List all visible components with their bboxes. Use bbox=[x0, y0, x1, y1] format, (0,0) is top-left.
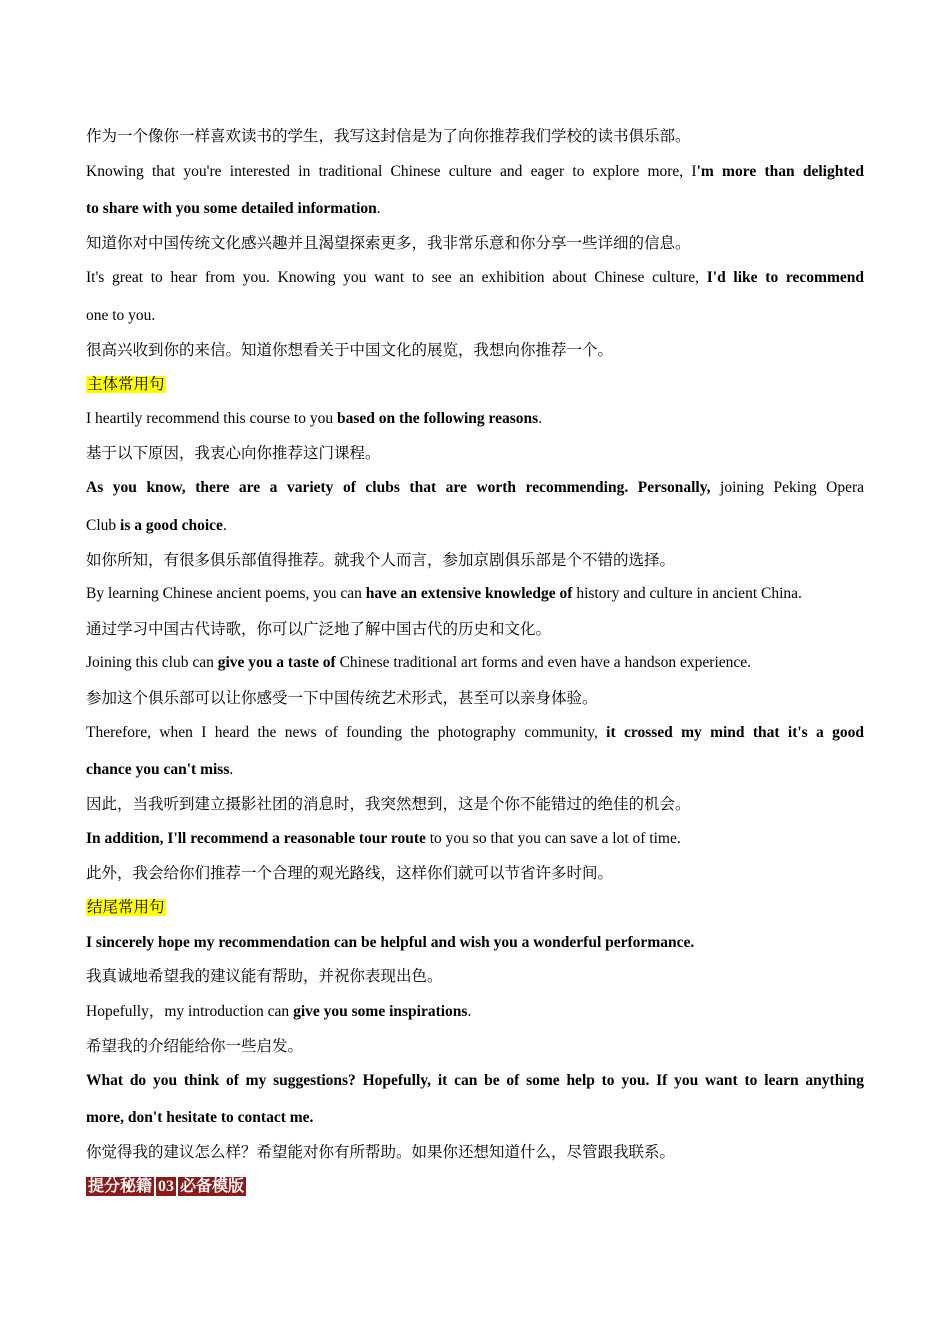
text-line bbox=[86, 306, 864, 326]
bold-phrase: to share with you some detailed information bbox=[86, 200, 377, 217]
text-segment: 希望我的介绍能给你一些启发。 bbox=[86, 1038, 304, 1055]
text-line bbox=[86, 1071, 864, 1091]
text-line bbox=[86, 795, 864, 815]
text-segment: I heartily recommend this course to you bbox=[86, 410, 337, 427]
banner-part-3: 必备模版 bbox=[180, 1178, 245, 1195]
bold-phrase: give you a taste of bbox=[217, 654, 336, 671]
bold-phrase: chance you can't miss bbox=[86, 761, 230, 778]
text-line bbox=[86, 478, 864, 498]
text-line bbox=[86, 234, 864, 254]
text-segment: 此外，我会给你们推荐一个合理的观光路线，这样你们就可以节省许多时间。 bbox=[86, 865, 614, 882]
text-line bbox=[86, 689, 864, 709]
text-segment: joining Peking Opera bbox=[710, 479, 864, 496]
text-segment: It's great to hear from you. Knowing you want to see an exhibition about Chinese culture, bbox=[86, 269, 707, 286]
text-line bbox=[86, 444, 864, 464]
text-segment: 知道你对中国传统文化感兴趣并且渴望探索更多，我非常乐意和你分享一些详细的信息。 bbox=[86, 235, 691, 252]
bold-phrase: What do you think of my suggestions? Hopefully, it can be of some help to you. If you want to learn anything bbox=[86, 1072, 864, 1089]
text-segment: . bbox=[538, 410, 543, 427]
bold-phrase: have an extensive knowledge of bbox=[365, 585, 573, 602]
text-segment: history and culture in ancient China. bbox=[572, 585, 802, 602]
section-banner bbox=[86, 1177, 864, 1197]
text-line bbox=[86, 620, 864, 640]
text-segment: 很高兴收到你的来信。知道你想看关于中国文化的展览，我想向你推荐一个。 bbox=[86, 342, 614, 359]
text-line bbox=[86, 1108, 864, 1128]
text-line bbox=[86, 1037, 864, 1057]
text-line bbox=[86, 967, 864, 987]
text-segment: 如你所知，有很多俱乐部值得推荐。就我个人而言，参加京剧俱乐部是个不错的选择。 bbox=[86, 552, 676, 569]
bold-phrase: is a good choice bbox=[120, 517, 223, 534]
text-segment: . bbox=[376, 200, 381, 217]
text-segment: 参加这个俱乐部可以让你感受一下中国传统艺术形式，甚至可以亲身体验。 bbox=[86, 690, 598, 707]
text-line bbox=[86, 516, 864, 536]
text-segment: . bbox=[467, 1003, 472, 1020]
text-segment: 因此，当我听到建立摄影社团的消息时，我突然想到，这是个你不能错过的绝佳的机会。 bbox=[86, 796, 691, 813]
text-segment: By learning Chinese ancient poems, you can bbox=[86, 585, 366, 602]
bold-phrase: I'd like to recommend bbox=[706, 269, 864, 286]
text-segment: Club bbox=[86, 517, 121, 534]
text-segment: Knowing that you're interested in traditional Chinese culture and eager to explore more, I bbox=[86, 163, 697, 180]
bold-phrase: I sincerely hope my recommendation can be helpful and wish you a wonderful performance. bbox=[86, 934, 695, 951]
text-segment: Hopefully，my introduction can bbox=[86, 1003, 294, 1020]
bold-phrase: based on the following reasons bbox=[336, 410, 539, 427]
bold-phrase: give you some inspirations bbox=[293, 1003, 468, 1020]
text-line bbox=[86, 933, 864, 953]
text-segment: Joining this club can bbox=[86, 654, 218, 671]
text-segment: one to you. bbox=[86, 307, 156, 324]
section-heading bbox=[86, 898, 864, 918]
text-segment: 主体常用句 bbox=[87, 376, 165, 393]
text-line bbox=[86, 1143, 864, 1163]
bold-phrase: As you know, there are a variety of clubs that are worth recommending. Personally, bbox=[86, 479, 711, 496]
text-line bbox=[86, 723, 864, 743]
text-line bbox=[86, 162, 864, 182]
text-segment: 我真诚地希望我的建议能有帮助，并祝你表现出色。 bbox=[86, 968, 443, 985]
text-segment: to you so that you can save a lot of time. bbox=[425, 830, 681, 847]
text-line bbox=[86, 584, 864, 604]
banner-part-1: 提分秘籍 bbox=[88, 1178, 153, 1195]
text-segment: . bbox=[222, 517, 227, 534]
text-line bbox=[86, 127, 864, 147]
text-segment: 你觉得我的建议怎么样？希望能对你有所帮助。如果你还想知道什么，尽管跟我联系。 bbox=[86, 1144, 676, 1161]
bold-phrase: it crossed my mind that it's a good bbox=[606, 724, 864, 741]
section-heading bbox=[86, 375, 864, 395]
text-segment: Chinese traditional art forms and even have a handson experience. bbox=[335, 654, 752, 671]
text-segment: 基于以下原因，我衷心向你推荐这门课程。 bbox=[86, 445, 381, 462]
text-line bbox=[86, 409, 864, 429]
text-segment: 结尾常用句 bbox=[87, 899, 165, 916]
banner-part-2: 03 bbox=[158, 1178, 175, 1195]
text-line bbox=[86, 551, 864, 571]
text-line bbox=[86, 760, 864, 780]
bold-phrase: In addition, I'll recommend a reasonable tour route bbox=[86, 830, 426, 847]
bold-phrase: more, don't hesitate to contact me. bbox=[86, 1109, 314, 1126]
text-line bbox=[86, 829, 864, 849]
text-line bbox=[86, 653, 864, 673]
text-segment: 通过学习中国古代诗歌，你可以广泛地了解中国古代的历史和文化。 bbox=[86, 621, 552, 638]
text-line bbox=[86, 1002, 864, 1022]
text-segment: 作为一个像你一样喜欢读书的学生，我写这封信是为了向你推荐我们学校的读书俱乐部。 bbox=[86, 128, 691, 145]
text-line bbox=[86, 268, 864, 288]
bold-phrase: 'm more than delighted bbox=[696, 163, 864, 180]
text-line bbox=[86, 864, 864, 884]
text-line bbox=[86, 341, 864, 361]
text-line bbox=[86, 199, 864, 219]
text-segment: Therefore, when I heard the news of founding the photography community, bbox=[86, 724, 607, 741]
text-segment: . bbox=[229, 761, 234, 778]
